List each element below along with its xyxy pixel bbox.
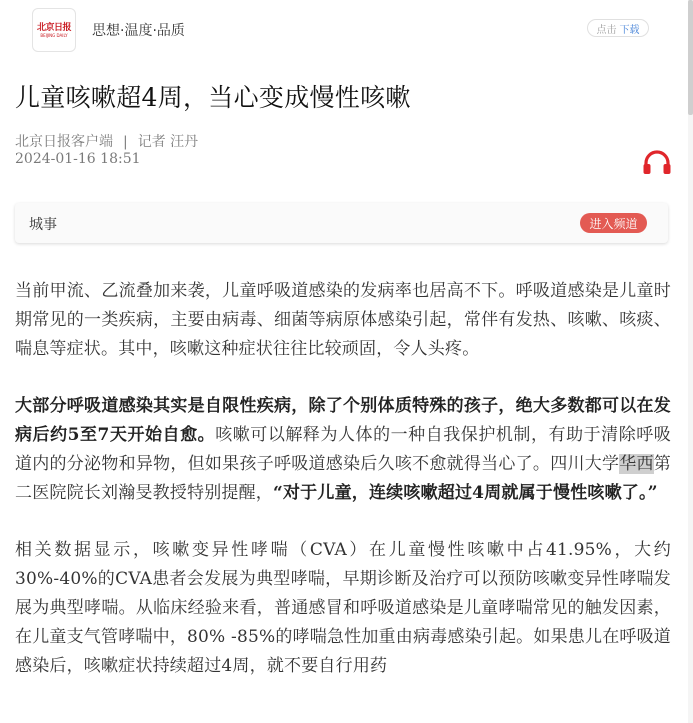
app-logo[interactable] xyxy=(32,8,76,52)
channel-bar[interactable] xyxy=(15,203,668,243)
app-slogan: 思想·温度·品质 xyxy=(92,23,185,39)
download-prefix: 点击 xyxy=(596,24,617,36)
article-datetime: 2024-01-16 18:51 xyxy=(15,151,141,167)
download-button[interactable] xyxy=(587,19,649,37)
paragraph-2 xyxy=(15,392,671,508)
logo-text: 北京日报 xyxy=(36,22,71,33)
bold-quote: “对于儿童，连续咳嗽超过4周就属于慢性咳嗽了。” xyxy=(273,483,658,503)
byline-separator: | xyxy=(123,134,128,150)
top-bar xyxy=(0,0,693,62)
enter-channel-button[interactable]: 进入频道 xyxy=(580,213,647,233)
bold-lead: 大部分呼吸道感染其实是自限性疾病，除了个别体质特殊的孩子，绝大多数都可以在发病后约5至7天开始自愈。 xyxy=(15,396,671,445)
scrollbar-thumb[interactable] xyxy=(688,0,693,115)
article-byline xyxy=(15,131,198,151)
download-label: 下载 xyxy=(619,24,640,36)
logo-subtext: BEIJING DAILY xyxy=(40,32,68,38)
article-title: 儿童咳嗽超4周，当心变成慢性咳嗽 xyxy=(15,83,411,112)
paragraph-3: 相关数据显示，咳嗽变异性哮喘（CVA）在儿童慢性咳嗽中占41.95%，大约30%-40%的CVA患者会发展为典型哮喘，早期诊断及治疗可以预防咳嗽变异性哮喘发展为典型哮喘。从临床经验来看，普通感冒和呼吸道感染是儿童哮喘常见的触发因素，在儿童支气管哮喘中，80% -85%的哮喘急性加重由病毒感染引起。如果患儿在呼吸道感染后，咳嗽症状持续超过4周，就不要自行用药 xyxy=(15,540,671,676)
channel-name: 城事 xyxy=(29,217,57,233)
paragraph-2-text-a: 咳嗽可以解释为人体的一种自我保护机制，有助于清除呼吸道内的分泌物和异物，但如果孩子呼吸道感染后久咳不愈就得当心了。四川大学 xyxy=(15,425,671,474)
article-body xyxy=(15,277,671,709)
article-source: 北京日报客户端 xyxy=(15,134,113,150)
selected-text-highlight[interactable]: 华西 xyxy=(619,454,654,474)
headphones-icon[interactable] xyxy=(642,149,672,175)
scrollbar[interactable] xyxy=(688,0,693,723)
paragraph-2-text-b: 第二医院院长刘瀚旻教授特别提醒， xyxy=(15,454,671,503)
paragraph-1: 当前甲流、乙流叠加来袭，儿童呼吸道感染的发病率也居高不下。呼吸道感染是儿童时期常见的一类疾病，主要由病毒、细菌等病原体感染引起，常伴有发热、咳嗽、咳痰、喘息等症状。其中，咳嗽这种症状往往比较顽固，令人头疼。 xyxy=(15,281,671,359)
article-author: 记者 汪丹 xyxy=(137,134,199,150)
